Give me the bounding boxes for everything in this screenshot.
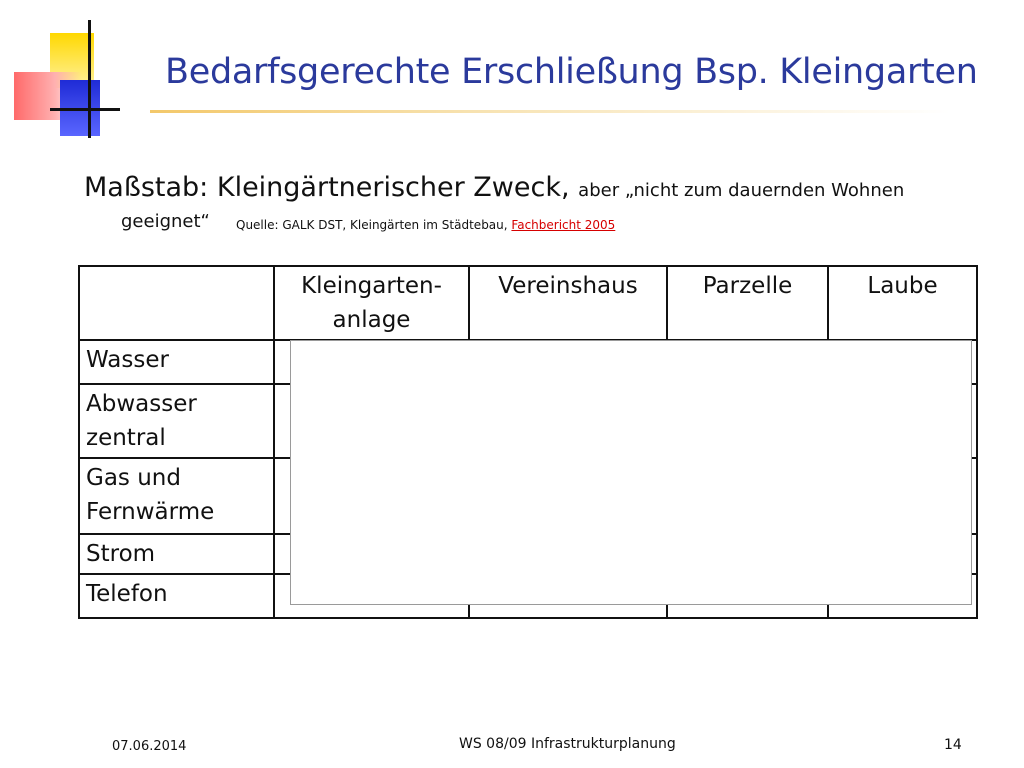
header-cell-laube: Laube: [828, 266, 977, 340]
title-underline: [150, 110, 950, 113]
row-label-telefon: Telefon: [79, 574, 274, 618]
subtitle-small: aber „nicht zum dauernden Wohnen: [578, 180, 905, 201]
footer-date: 07.06.2014: [112, 739, 187, 754]
slide-title: Bedarfsgerechte Erschließung Bsp. Kleingarten: [165, 52, 978, 92]
source-citation: [236, 218, 615, 232]
footer-page-number: 14: [944, 737, 962, 753]
header-cell-vereinshaus: Vereinshaus: [469, 266, 667, 340]
row-label-strom: Strom: [79, 534, 274, 574]
row-label-abwasser: Abwasser zentral: [79, 384, 274, 458]
subtitle-main: Maßstab: Kleingärtnerischer Zweck,: [84, 172, 570, 203]
row-label-wasser: Wasser: [79, 340, 274, 384]
header-cell-empty: [79, 266, 274, 340]
source-link[interactable]: Fachbericht 2005: [511, 218, 616, 232]
subtitle-line2: geeignet“: [121, 211, 210, 232]
source-prefix: Quelle: GALK DST, Kleingärten im Städtebau,: [236, 218, 508, 232]
header-cell-parzelle: Parzelle: [667, 266, 828, 340]
logo-horizontal-line: [50, 108, 120, 111]
footer-course: WS 08/09 Infrastrukturplanung: [459, 736, 676, 752]
logo-vertical-line: [88, 20, 91, 138]
header-cell-kleingartenanlage: Kleingarten- anlage: [274, 266, 469, 340]
blank-overlay-box: [290, 340, 972, 605]
table-header-row: [79, 266, 977, 340]
row-label-gas: Gas und Fernwärme: [79, 458, 274, 534]
subtitle-line1: [84, 172, 904, 203]
slide-logo-decoration: [0, 0, 170, 150]
